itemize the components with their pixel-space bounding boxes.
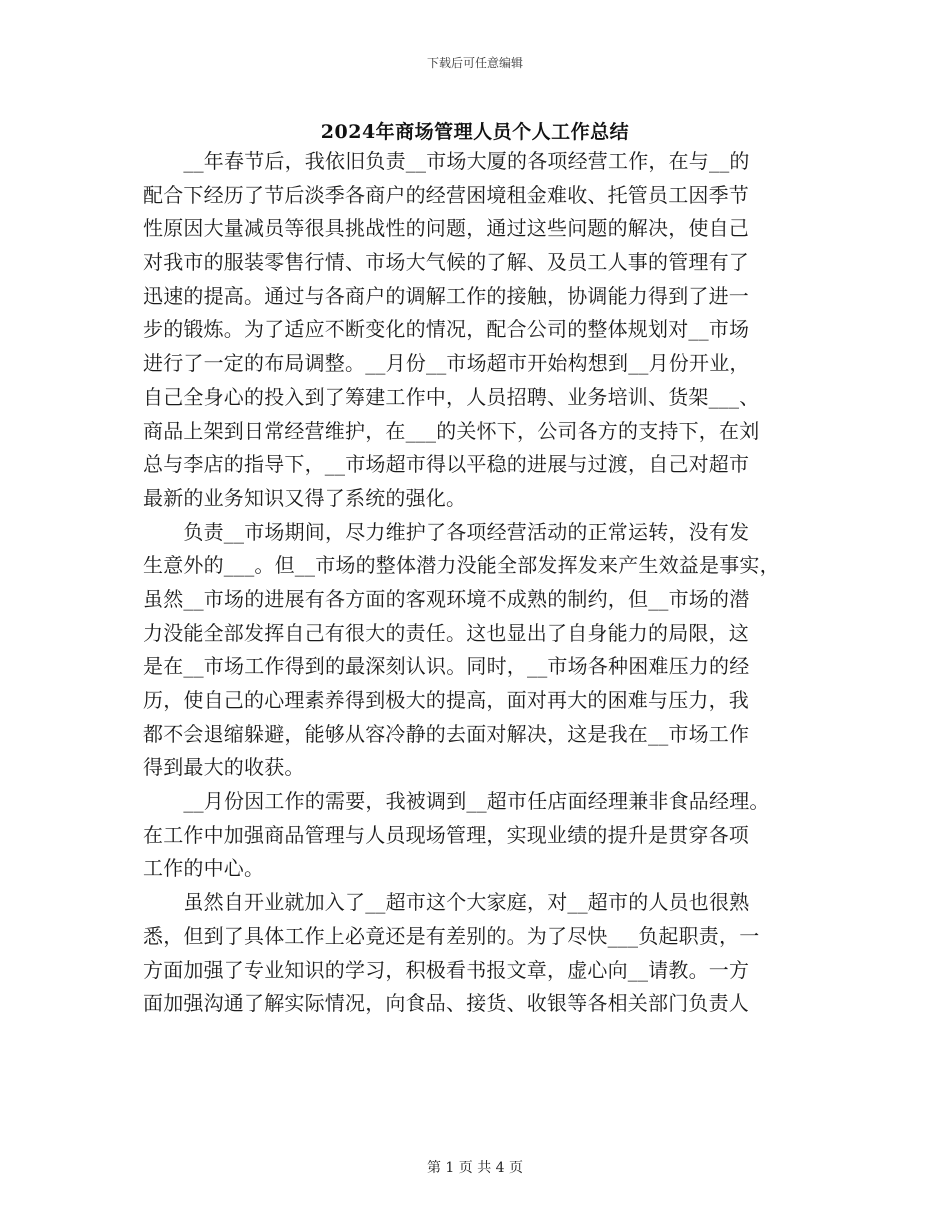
body-text-line: 都不会退缩躲避，能够从容冷静的去面对解决，这是我在__市场工作 — [143, 721, 750, 746]
body-text-line: __年春节后，我依旧负责__市场大厦的各项经营工作，在与__的 — [143, 149, 750, 173]
body-text-line: __月份因工作的需要，我被调到__超市任店面经理兼非食品经理。 — [143, 789, 770, 814]
body-text-line: 配合下经历了节后淡季各商户的经营困境租金难收、托管员工因季节 — [143, 182, 749, 207]
body-text-line: 悉，但到了具体工作上必竟还是有差别的。为了尽快___负起职责，一 — [143, 923, 760, 948]
body-text-line: 方面加强了专业知识的学习，积极看书报文章，虚心向__请教。一方 — [143, 957, 750, 982]
body-text-line: 虽然__市场的进展有各方面的客观环境不成熟的制约，但__市场的潜 — [143, 586, 750, 611]
document-title: 2024年商场管理人员个人工作总结 — [320, 121, 630, 143]
body-text-line: 进行了一定的布局调整。__月份__市场超市开始构想到__月份开业， — [143, 351, 750, 376]
body-text-line: 最新的业务知识又得了系统的强化。 — [143, 485, 467, 510]
body-text-line: 步的锻炼。为了适应不断变化的情况，配合公司的整体规划对__市场 — [143, 317, 750, 342]
body-text-line: 工作的中心。 — [143, 856, 265, 881]
body-text-line: 总与李店的指导下，__市场超市得以平稳的进展与过渡，自己对超市 — [143, 452, 750, 477]
body-text-line: 在工作中加强商品管理与人员现场管理，实现业绩的提升是贯穿各项 — [143, 822, 749, 847]
body-text-line: 负责__市场期间，尽力维护了各项经营活动的正常运转，没有发 — [143, 519, 750, 544]
body-text-line: 面加强沟通了解实际情况，向食品、接货、收银等各相关部门负责人 — [143, 991, 749, 1016]
body-text-line: 得到最大的收获。 — [143, 755, 305, 780]
body-text-line: 生意外的___。但__市场的整体潜力没能全部发挥发来产生效益是事实， — [143, 553, 780, 578]
page-header-note: 下载后可任意编辑 — [426, 56, 523, 70]
page-number: 第 1 页 共 4 页 — [426, 1160, 524, 1176]
body-text-line: 历，使自己的心理素养得到极大的提高，面对再大的困难与压力，我 — [143, 688, 749, 712]
body-text-line: 商品上架到日常经营维护，在___的关怀下，公司各方的支持下，在刘 — [143, 418, 760, 443]
body-text-line: 是在__市场工作得到的最深刻认识。同时，__市场各种困难压力的经 — [143, 654, 750, 679]
document-body — [143, 145, 815, 1021]
body-text-line: 自己全身心的投入到了筹建工作中，人员招聘、业务培训、货架___、 — [143, 384, 760, 409]
body-text-line: 力没能全部发挥自己有很大的责任。这也显出了自身能力的局限，这 — [143, 620, 749, 645]
body-text-line: 性原因大量减员等很具挑战性的问题，通过这些问题的解决，使自己 — [143, 216, 749, 241]
body-text-line: 对我市的服装零售行情、市场大气候的了解、及员工人事的管理有了 — [143, 250, 749, 275]
body-text-line: 迅速的提高。通过与各商户的调解工作的接触，协调能力得到了进一 — [143, 283, 749, 308]
body-text-line: 虽然自开业就加入了__超市这个大家庭，对__超市的人员也很熟 — [143, 890, 750, 915]
